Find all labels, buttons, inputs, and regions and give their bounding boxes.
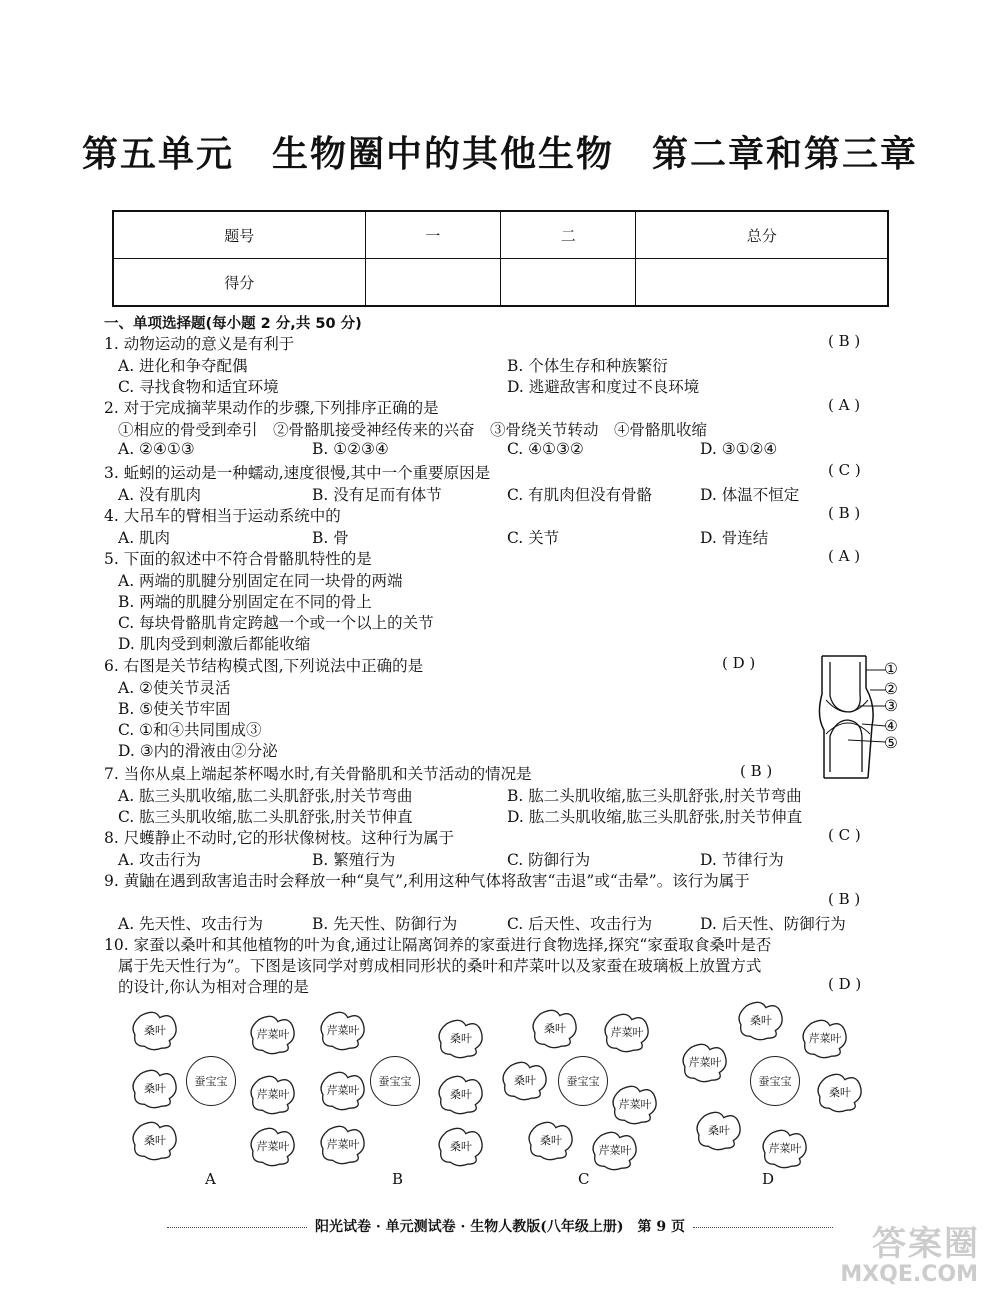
option: C. 关节 — [507, 529, 560, 547]
question-stem: 8. 尺蠖静止不动时,它的形状像树枝。这种行为属于 — [104, 829, 455, 847]
option: B. 没有足而有体节 — [312, 486, 442, 504]
option: C. ①和④共同围成③ — [118, 721, 262, 739]
question-stem: 7. 当你从桌上端起茶杯喝水时,有关骨骼肌和关节活动的情况是 — [104, 765, 532, 783]
option: A. 没有肌肉 — [118, 486, 202, 504]
panel-label: D — [762, 1170, 775, 1188]
mulberry-leaf — [436, 1018, 486, 1060]
option: C. 肱三头肌收缩,肱二头肌舒张,肘关节伸直 — [118, 808, 413, 826]
option: B. 繁殖行为 — [312, 851, 396, 869]
option: B. ⑤使关节牢固 — [118, 700, 231, 718]
question-stem: 1. 动物运动的意义是有利于 — [104, 335, 295, 353]
watermark-url: MXQE.COM — [840, 1262, 978, 1287]
option: B. 骨 — [312, 529, 349, 547]
question-stem: 6. 右图是关节结构模式图,下列说法中正确的是 — [104, 657, 424, 675]
celery-leaf — [318, 1010, 368, 1052]
silkworm-circle — [750, 1056, 800, 1106]
leaf-label: 芹菜叶 — [618, 1098, 652, 1111]
answer-paren: ( D ) — [828, 975, 862, 993]
mulberry-leaf — [530, 1008, 580, 1050]
celery-leaf — [680, 1042, 730, 1084]
option: B. 两端的肌腱分别固定在不同的骨上 — [118, 593, 372, 611]
answer-paren: ( B ) — [740, 762, 773, 780]
leaf-label: 芹菜叶 — [688, 1056, 722, 1069]
option: A. 攻击行为 — [118, 851, 202, 869]
celery-leaf — [590, 1130, 640, 1172]
option: A. 肱三头肌收缩,肱二头肌舒张,肘关节弯曲 — [118, 787, 413, 805]
question-stem-cont: 属于先天性行为”。下图是该同学对剪成相同形状的桑叶和芹菜叶以及家蚕在玻璃板上放置方式 — [118, 957, 762, 975]
question-stem: 4. 大吊车的臂相当于运动系统中的 — [104, 507, 341, 525]
option: D. 肱二头肌收缩,肱三头肌舒张,肘关节伸直 — [507, 808, 803, 826]
option: A. 两端的肌腱分别固定在同一块骨的两端 — [118, 572, 403, 590]
question-sub: ①相应的骨受到牵引 ②骨骼肌接受神经传来的兴奋 ③骨绕关节转动 ④骨骼肌收缩 — [118, 421, 708, 439]
leaf-label: 桑叶 — [829, 1086, 851, 1099]
option: A. 先天性、攻击行为 — [118, 915, 264, 933]
answer-paren: ( C ) — [828, 461, 861, 479]
figure-label: ④ — [884, 717, 898, 735]
panel-label: B — [392, 1170, 404, 1188]
panel-label: C — [578, 1170, 590, 1188]
leaf-label: 桑叶 — [540, 1134, 562, 1147]
option: C. 后天性、攻击行为 — [507, 915, 653, 933]
mulberry-leaf — [526, 1120, 576, 1162]
celery-leaf — [318, 1070, 368, 1112]
silkworm-circle — [186, 1056, 236, 1106]
silkworm-label: 蚕宝宝 — [194, 1075, 228, 1088]
footer-rule — [693, 1227, 833, 1228]
watermark-logo: 答案圈 — [872, 1224, 980, 1264]
silkworm-label: 蚕宝宝 — [378, 1075, 412, 1088]
leaf-label: 芹菜叶 — [808, 1032, 842, 1045]
answer-paren: ( A ) — [828, 547, 861, 565]
score-header-cell: 一 — [365, 211, 500, 259]
page-footer — [0, 1216, 1000, 1236]
leaf-label: 桑叶 — [514, 1074, 536, 1087]
leaf-label: 芹菜叶 — [256, 1088, 290, 1101]
score-row-label: 得分 — [113, 259, 365, 307]
option: B. 先天性、防御行为 — [312, 915, 458, 933]
answer-paren: ( C ) — [828, 826, 861, 844]
celery-leaf — [248, 1074, 298, 1116]
celery-leaf — [800, 1018, 850, 1060]
answer-paren: ( B ) — [828, 890, 861, 908]
answer-paren: ( D ) — [722, 654, 756, 672]
score-header-cell: 二 — [500, 211, 635, 259]
option: D. 体温不恒定 — [700, 486, 800, 504]
figure-label: ③ — [884, 697, 898, 715]
figure-label: ⑤ — [884, 734, 898, 752]
leaf-label: 桑叶 — [544, 1022, 566, 1035]
mulberry-leaf — [436, 1074, 486, 1116]
silkworm-circle — [558, 1056, 608, 1106]
option: D. 逃避敌害和度过不良环境 — [507, 378, 700, 396]
mulberry-leaf — [736, 1000, 786, 1042]
mulberry-leaf — [694, 1110, 744, 1152]
leaf-label: 桑叶 — [144, 1134, 166, 1147]
option: B. ①②③④ — [312, 440, 389, 458]
answer-paren: ( A ) — [828, 396, 861, 414]
silkworm-label: 蚕宝宝 — [758, 1075, 792, 1088]
page-title: 第五单元 生物圈中的其他生物 第二章和第三章 — [81, 134, 918, 175]
leaf-label: 桑叶 — [144, 1024, 166, 1037]
question-stem: 9. 黄鼬在遇到敌害追击时会释放一种“臭气”,利用这种气体将敌害“击退”或“击晕”。该行为属于 — [104, 872, 750, 890]
option: C. 每块骨骼肌肯定跨越一个或一个以上的关节 — [118, 614, 434, 632]
leaf-label: 桑叶 — [450, 1140, 472, 1153]
option: A. 进化和争夺配偶 — [118, 357, 248, 375]
score-header-cell: 总分 — [636, 211, 888, 259]
score-table — [112, 210, 889, 307]
mulberry-leaf — [500, 1060, 550, 1102]
leaf-label: 芹菜叶 — [326, 1138, 360, 1151]
option: D. 肌肉受到刺激后都能收缩 — [118, 635, 311, 653]
score-header-cell: 题号 — [113, 211, 365, 259]
option: B. 肱二头肌收缩,肱三头肌舒张,肘关节弯曲 — [507, 787, 802, 805]
option: D. 节律行为 — [700, 851, 784, 869]
answer-paren: ( B ) — [828, 504, 861, 522]
score-input-cell[interactable] — [365, 259, 500, 307]
figure-label: ① — [884, 660, 898, 678]
celery-leaf — [248, 1126, 298, 1168]
answer-paren: ( B ) — [828, 332, 861, 350]
leaf-label: 桑叶 — [450, 1088, 472, 1101]
silkworm-circle — [370, 1056, 420, 1106]
silkworm-label: 蚕宝宝 — [566, 1075, 600, 1088]
option: D. ③内的滑液由②分泌 — [118, 742, 278, 760]
celery-leaf — [760, 1128, 810, 1170]
question-stem: 2. 对于完成摘苹果动作的步骤,下列排序正确的是 — [104, 399, 439, 417]
panel-label: A — [205, 1170, 216, 1188]
mulberry-leaf — [130, 1120, 180, 1162]
celery-leaf — [318, 1124, 368, 1166]
section-heading: 一、单项选择题(每小题 2 分,共 50 分) — [104, 316, 362, 332]
footer-rule — [167, 1227, 307, 1228]
option: D. ③①②④ — [700, 440, 778, 458]
question-stem: 10. 家蚕以桑叶和其他植物的叶为食,通过让隔离饲养的家蚕进行食物选择,探究“家蚕取食桑叶是否 — [104, 936, 772, 954]
leaf-label: 芹菜叶 — [598, 1144, 632, 1157]
leaf-label: 芹菜叶 — [768, 1142, 802, 1155]
leaf-label: 桑叶 — [750, 1014, 772, 1027]
leaf-label: 芹菜叶 — [326, 1084, 360, 1097]
leaf-label: 芹菜叶 — [256, 1028, 290, 1041]
option: C. 寻找食物和适宜环境 — [118, 378, 279, 396]
question-stem: 5. 下面的叙述中不符合骨骼肌特性的是 — [104, 550, 372, 568]
option: C. 有肌肉但没有骨骼 — [507, 486, 653, 504]
leaf-label: 芹菜叶 — [326, 1024, 360, 1037]
leaf-label: 芹菜叶 — [256, 1140, 290, 1153]
footer-text: 阳光试卷 · 单元测试卷 · 生物人教版(八年级上册) 第 9 页 — [315, 1219, 685, 1235]
mulberry-leaf — [130, 1010, 180, 1052]
mulberry-leaf — [815, 1072, 865, 1114]
score-input-cell[interactable] — [636, 259, 888, 307]
leaf-label: 桑叶 — [450, 1032, 472, 1045]
leaf-label: 桑叶 — [144, 1082, 166, 1095]
question-stem: 3. 蚯蚓的运动是一种蠕动,速度很慢,其中一个重要原因是 — [104, 464, 491, 482]
option: D. 骨连结 — [700, 529, 769, 547]
figure-label: ② — [884, 680, 898, 698]
option: A. ②④①③ — [118, 440, 195, 458]
mulberry-leaf — [436, 1126, 486, 1168]
option: A. 肌肉 — [118, 529, 171, 547]
celery-leaf — [248, 1014, 298, 1056]
option: A. ②使关节灵活 — [118, 679, 231, 697]
celery-leaf — [602, 1012, 652, 1054]
celery-leaf — [610, 1084, 660, 1126]
option: C. ④①③② — [507, 440, 584, 458]
score-input-cell[interactable] — [500, 259, 635, 307]
question-stem-cont: 的设计,你认为相对合理的是 — [118, 978, 309, 996]
leaf-label: 芹菜叶 — [610, 1026, 644, 1039]
option: D. 后天性、防御行为 — [700, 915, 846, 933]
option: C. 防御行为 — [507, 851, 591, 869]
option: B. 个体生存和种族繁衍 — [507, 357, 668, 375]
mulberry-leaf — [130, 1068, 180, 1110]
leaf-label: 桑叶 — [708, 1124, 730, 1137]
